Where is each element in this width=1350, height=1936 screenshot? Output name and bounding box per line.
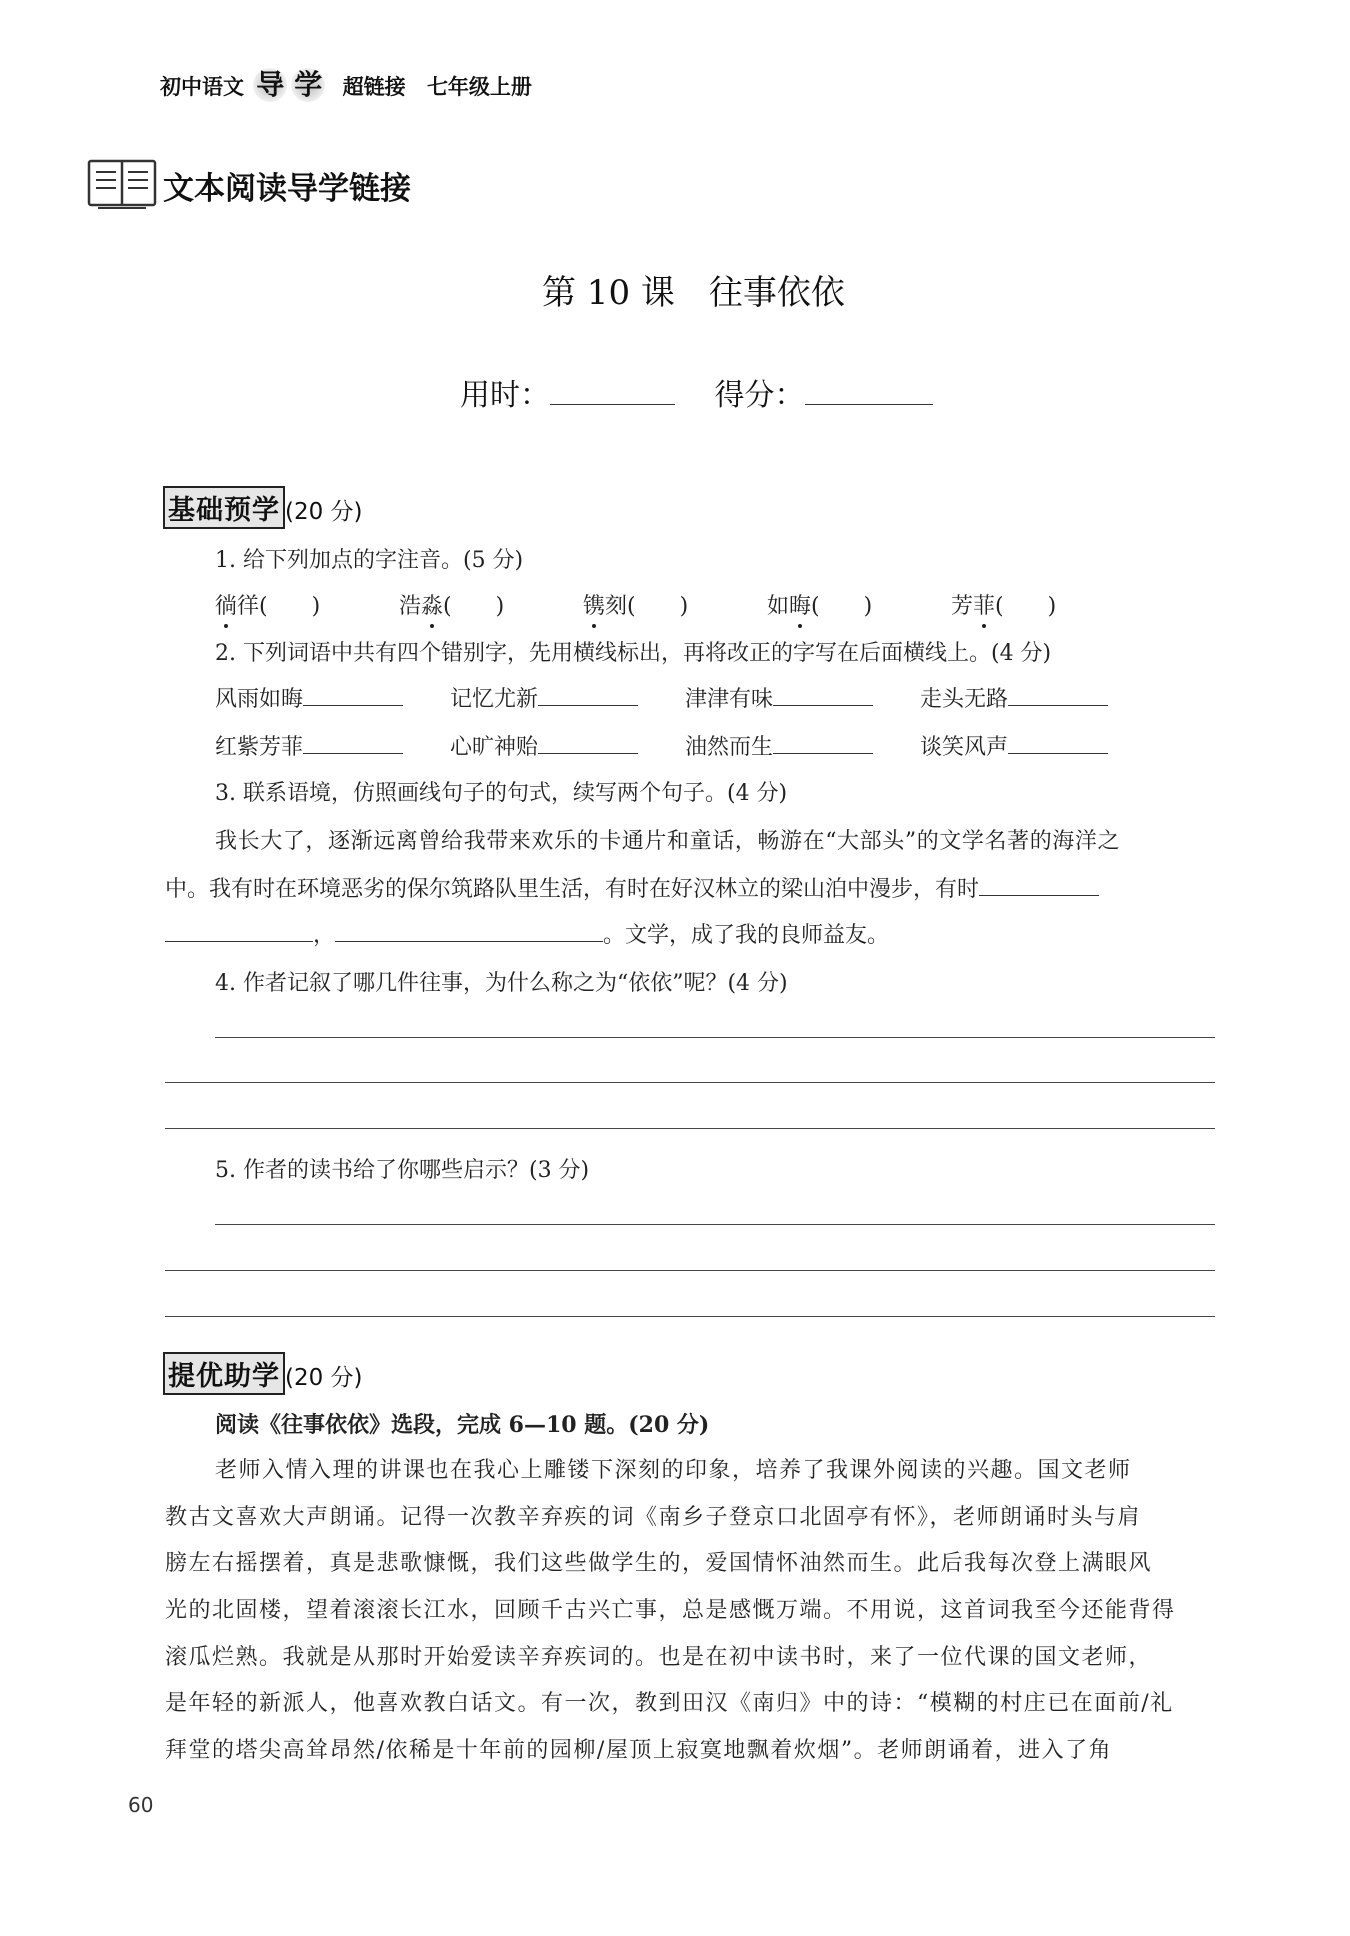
q3-para-line3 (165, 918, 889, 949)
q1-item-4: 如晦( ) (767, 589, 944, 620)
basic-section-title (163, 486, 363, 529)
answer-line[interactable] (165, 1270, 1215, 1271)
q3-blank-b[interactable] (165, 919, 313, 942)
advanced-section-title (163, 1352, 363, 1395)
q2-stem: 2. 下列词语中共有四个错别字，先用横线标出，再将改正的字写在后面横线上。(4 分) (215, 641, 1052, 666)
lesson-title: 第 10 课 往事依依 (542, 273, 845, 313)
dot-char: 淼 (421, 589, 443, 620)
q2-word: 油然而生 (685, 730, 913, 761)
answer-blank[interactable] (773, 683, 873, 706)
dot-char: 菲 (973, 589, 995, 620)
q2-word: 风雨如晦 (215, 682, 443, 713)
q1-stem: 1. 给下列加点的字注音。(5 分) (215, 548, 524, 573)
q3-blank-c[interactable] (335, 919, 603, 942)
answer-blank[interactable] (303, 683, 403, 706)
book-icon (86, 158, 158, 210)
header-char-dao: 导 (253, 68, 287, 102)
passage-line-2: 教古文喜欢大声朗诵。记得一次教辛弃疾的词《南乡子登京口北固亭有怀》，老师朗诵时头与肩 (165, 1505, 1142, 1530)
basic-label: 基础预学 (163, 486, 285, 529)
section-title: 文本阅读导学链接 (163, 171, 411, 207)
answer-line[interactable] (165, 1082, 1215, 1083)
q2-word: 红紫芳菲 (215, 730, 443, 761)
q1-item-1: 徜徉( ) (215, 589, 392, 620)
q1-item-5: 芳菲( ) (951, 589, 1056, 620)
passage-line-4: 光的北固楼，望着滚滚长江水，回顾千古兴亡事，总是感慨万端。不用说，这首词我至今还能背得 (165, 1598, 1176, 1623)
q1-items (215, 589, 1056, 620)
score-label: 得分： (714, 378, 805, 413)
answer-blank[interactable] (1008, 683, 1108, 706)
answer-blank[interactable] (538, 683, 638, 706)
reading-instruction: 阅读《往事依依》选段，完成 6—10 题。(20 分) (215, 1412, 710, 1438)
q3-blank-a[interactable] (979, 873, 1099, 896)
answer-line[interactable] (165, 1128, 1215, 1129)
q1-item-2: 浩淼( ) (399, 589, 576, 620)
header-part3: 七年级上册 (426, 75, 532, 99)
header-part1: 初中语文 (160, 75, 244, 99)
q2-word: 谈笑风声 (920, 730, 1108, 761)
passage-line-7: 拜堂的塔尖高耸昂然/依稀是十年前的园柳/屋顶上寂寞地飘着炊烟”。老师朗诵着，进入了角 (165, 1738, 1113, 1763)
q1-item-3: 镌刻( ) (583, 589, 760, 620)
q2-word: 记忆尤新 (450, 682, 678, 713)
q3-tail: 。文学，成了我的良师益友。 (603, 923, 890, 948)
time-score-line (460, 370, 933, 414)
score-blank[interactable] (805, 378, 933, 405)
q2-row1 (215, 682, 1108, 713)
q4-stem: 4. 作者记叙了哪几件往事，为什么称之为“依依”呢？(4 分) (215, 971, 788, 996)
q3-comma: ， (313, 923, 336, 948)
q3-para-line1: 我长大了，逐渐远离曾给我带来欢乐的卡通片和童话，畅游在“大部头”的文学名著的海洋之 (215, 829, 1121, 854)
advanced-points: (20 分) (285, 1365, 363, 1391)
time-blank[interactable] (550, 378, 675, 405)
q2-word: 津津有味 (685, 682, 913, 713)
q2-row2 (215, 730, 1108, 761)
q2-word: 心旷神贻 (450, 730, 678, 761)
answer-blank[interactable] (538, 731, 638, 754)
passage-line-1: 老师入情入理的讲课也在我心上雕镂下深刻的印象，培养了我课外阅读的兴趣。国文老师 (215, 1458, 1132, 1483)
answer-line[interactable] (165, 1316, 1215, 1317)
advanced-label: 提优助学 (163, 1352, 285, 1395)
header-char-xue: 学 (291, 68, 325, 102)
q3-stem: 3. 联系语境，仿照画线句子的句式，续写两个句子。(4 分) (215, 781, 788, 806)
answer-line[interactable] (215, 1037, 1215, 1038)
q3-para-line2 (165, 872, 1099, 903)
q2-word: 走头无路 (920, 682, 1108, 713)
passage-line-3: 膀左右摇摆着，真是悲歌慷慨，我们这些做学生的，爱国情怀油然而生。此后我每次登上满眼风 (165, 1551, 1153, 1576)
answer-line[interactable] (215, 1224, 1215, 1225)
page-number: 60 (128, 1793, 154, 1817)
basic-points: (20 分) (285, 499, 363, 525)
header-part2: 超链接 (342, 75, 406, 99)
q3-para-text: 中。我有时在环境恶劣的保尔筑路队里生活，有时在好汉林立的梁山泊中漫步，有时 (165, 877, 980, 902)
answer-blank[interactable] (303, 731, 403, 754)
q5-stem: 5. 作者的读书给了你哪些启示？(3 分) (215, 1158, 590, 1183)
dot-char: 徜 (215, 589, 237, 620)
dot-char: 晦 (789, 589, 811, 620)
answer-blank[interactable] (773, 731, 873, 754)
time-label: 用时： (460, 378, 550, 413)
running-header (160, 68, 532, 102)
answer-blank[interactable] (1008, 731, 1108, 754)
passage-line-6: 是年轻的新派人，他喜欢教白话文。有一次，教到田汉《南归》中的诗：“模糊的村庄已在面前/礼 (165, 1691, 1174, 1716)
passage-line-5: 滚瓜烂熟。我就是从那时开始爱读辛弃疾词的。也是在初中读书时，来了一位代课的国文老师， (165, 1645, 1153, 1670)
dot-char: 镌 (583, 589, 605, 620)
